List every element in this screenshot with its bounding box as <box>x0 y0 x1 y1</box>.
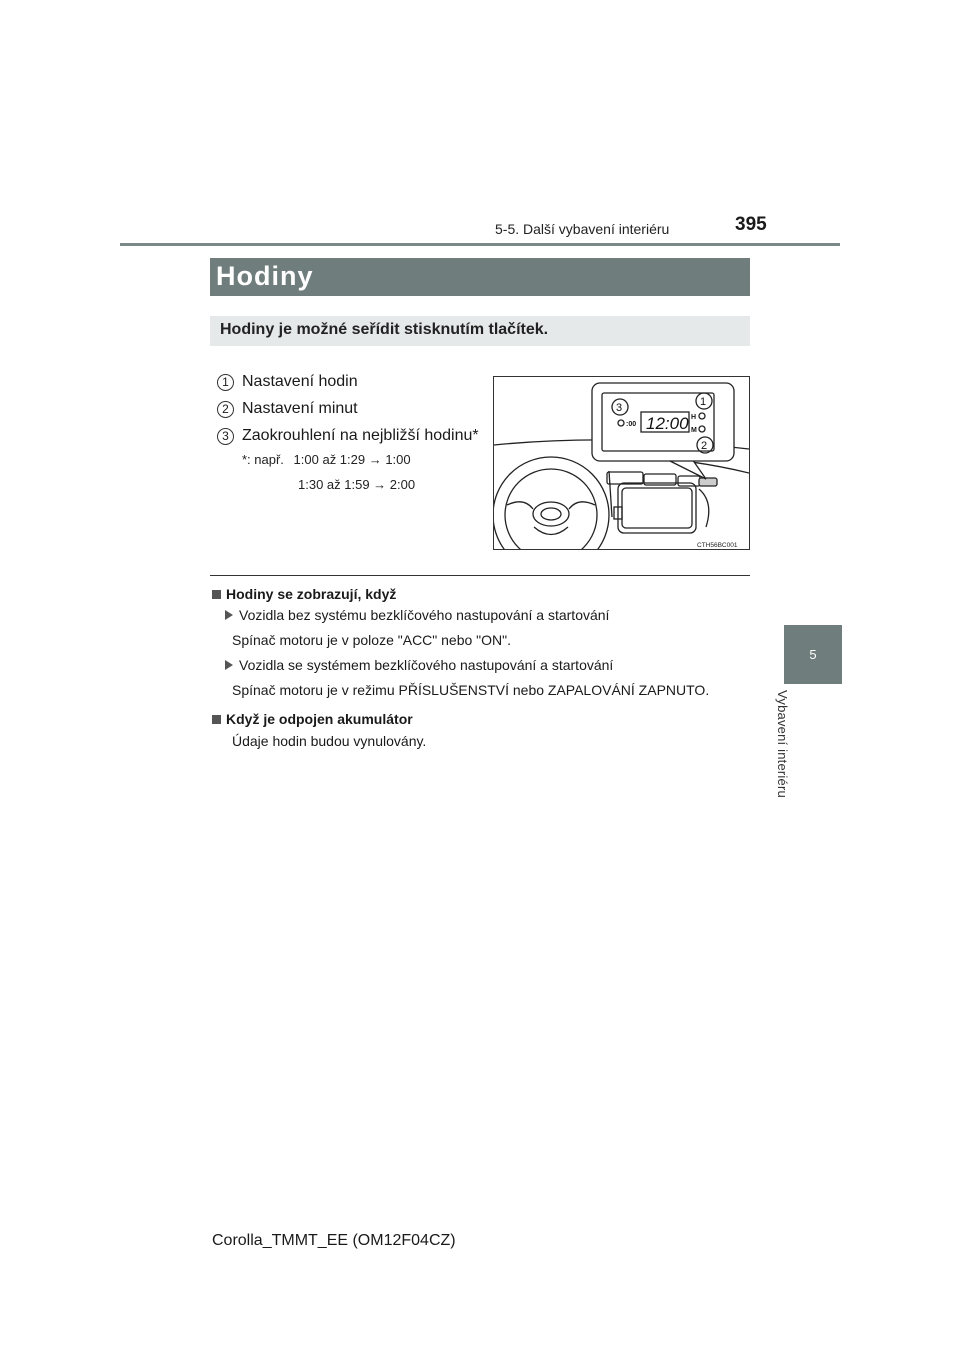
triangle-bullet-icon <box>225 610 233 620</box>
section-divider <box>210 575 750 576</box>
note-text-2: Údaje hodin budou vynulovány. <box>232 733 427 749</box>
clock-illustration <box>493 376 750 550</box>
condition-label: Vozidla bez systému bezklíčového nastupování a startování <box>239 607 610 623</box>
condition-item-2 <box>225 657 613 673</box>
callout-2: 2 <box>701 440 708 452</box>
page-number: 395 <box>735 214 767 235</box>
round-button-label: :00 <box>626 421 637 428</box>
callout-3: 3 <box>616 402 623 414</box>
footnote-prefix: *: např. <box>242 452 284 467</box>
figure-code: CTH56BC001 <box>697 542 738 549</box>
step-label: Zaokrouhlení na nejbližší hodinu* <box>242 427 479 444</box>
summary-box <box>210 316 750 346</box>
step-item-3 <box>217 427 479 445</box>
condition-text-2: Spínač motoru je v režimu PŘÍSLUŠENSTVÍ nebo ZAPALOVÁNÍ ZAPNUTO. <box>232 682 710 698</box>
footnote-value-1: 1:00 až 1:29 → 1:00 <box>293 452 411 467</box>
chapter-title-text: Vybavení interiéru <box>775 690 790 798</box>
number-2-icon: 2 <box>217 401 234 418</box>
note-heading-text: Hodiny se zobrazují, když <box>226 586 397 602</box>
square-bullet-icon <box>212 590 221 599</box>
step-item-2 <box>217 400 358 418</box>
number-1-icon: 1 <box>217 374 234 391</box>
document-footer: Corolla_TMMT_EE (OM12F04CZ) <box>212 1232 456 1249</box>
number-3-icon: 3 <box>217 428 234 445</box>
condition-item-1 <box>225 607 609 623</box>
chapter-tab <box>784 625 842 684</box>
callout-1: 1 <box>700 396 707 408</box>
step-label: Nastavení hodin <box>242 373 358 390</box>
header-divider <box>120 243 840 246</box>
note-heading-text: Když je odpojen akumulátor <box>226 711 413 727</box>
condition-text-1: Spínač motoru je v poloze "ACC" nebo "ON". <box>232 632 512 648</box>
footnote-value-2: 1:30 až 1:59 → 2:00 <box>298 477 416 492</box>
chapter-title <box>775 690 815 820</box>
footnote-line-1 <box>242 452 411 467</box>
hour-button-label: H <box>691 414 697 421</box>
page-title: Hodiny <box>216 261 314 291</box>
note-heading-2 <box>212 711 413 727</box>
minute-button-label: M <box>691 427 697 434</box>
chapter-number: 5 <box>809 647 817 662</box>
condition-label: Vozidla se systémem bezklíčového nastupování a startování <box>239 657 614 673</box>
page-title-bar <box>210 258 750 296</box>
step-label: Nastavení minut <box>242 400 358 417</box>
triangle-bullet-icon <box>225 660 233 670</box>
dashboard-drawing <box>494 377 749 549</box>
note-heading-1 <box>212 586 396 602</box>
square-bullet-icon <box>212 715 221 724</box>
step-item-1 <box>217 373 358 391</box>
summary-text: Hodiny je možné seřídit stisknutím tlačítek. <box>220 321 549 338</box>
clock-display-time: 12:00 <box>646 414 689 433</box>
section-header: 5-5. Další vybavení interiéru <box>495 221 670 237</box>
